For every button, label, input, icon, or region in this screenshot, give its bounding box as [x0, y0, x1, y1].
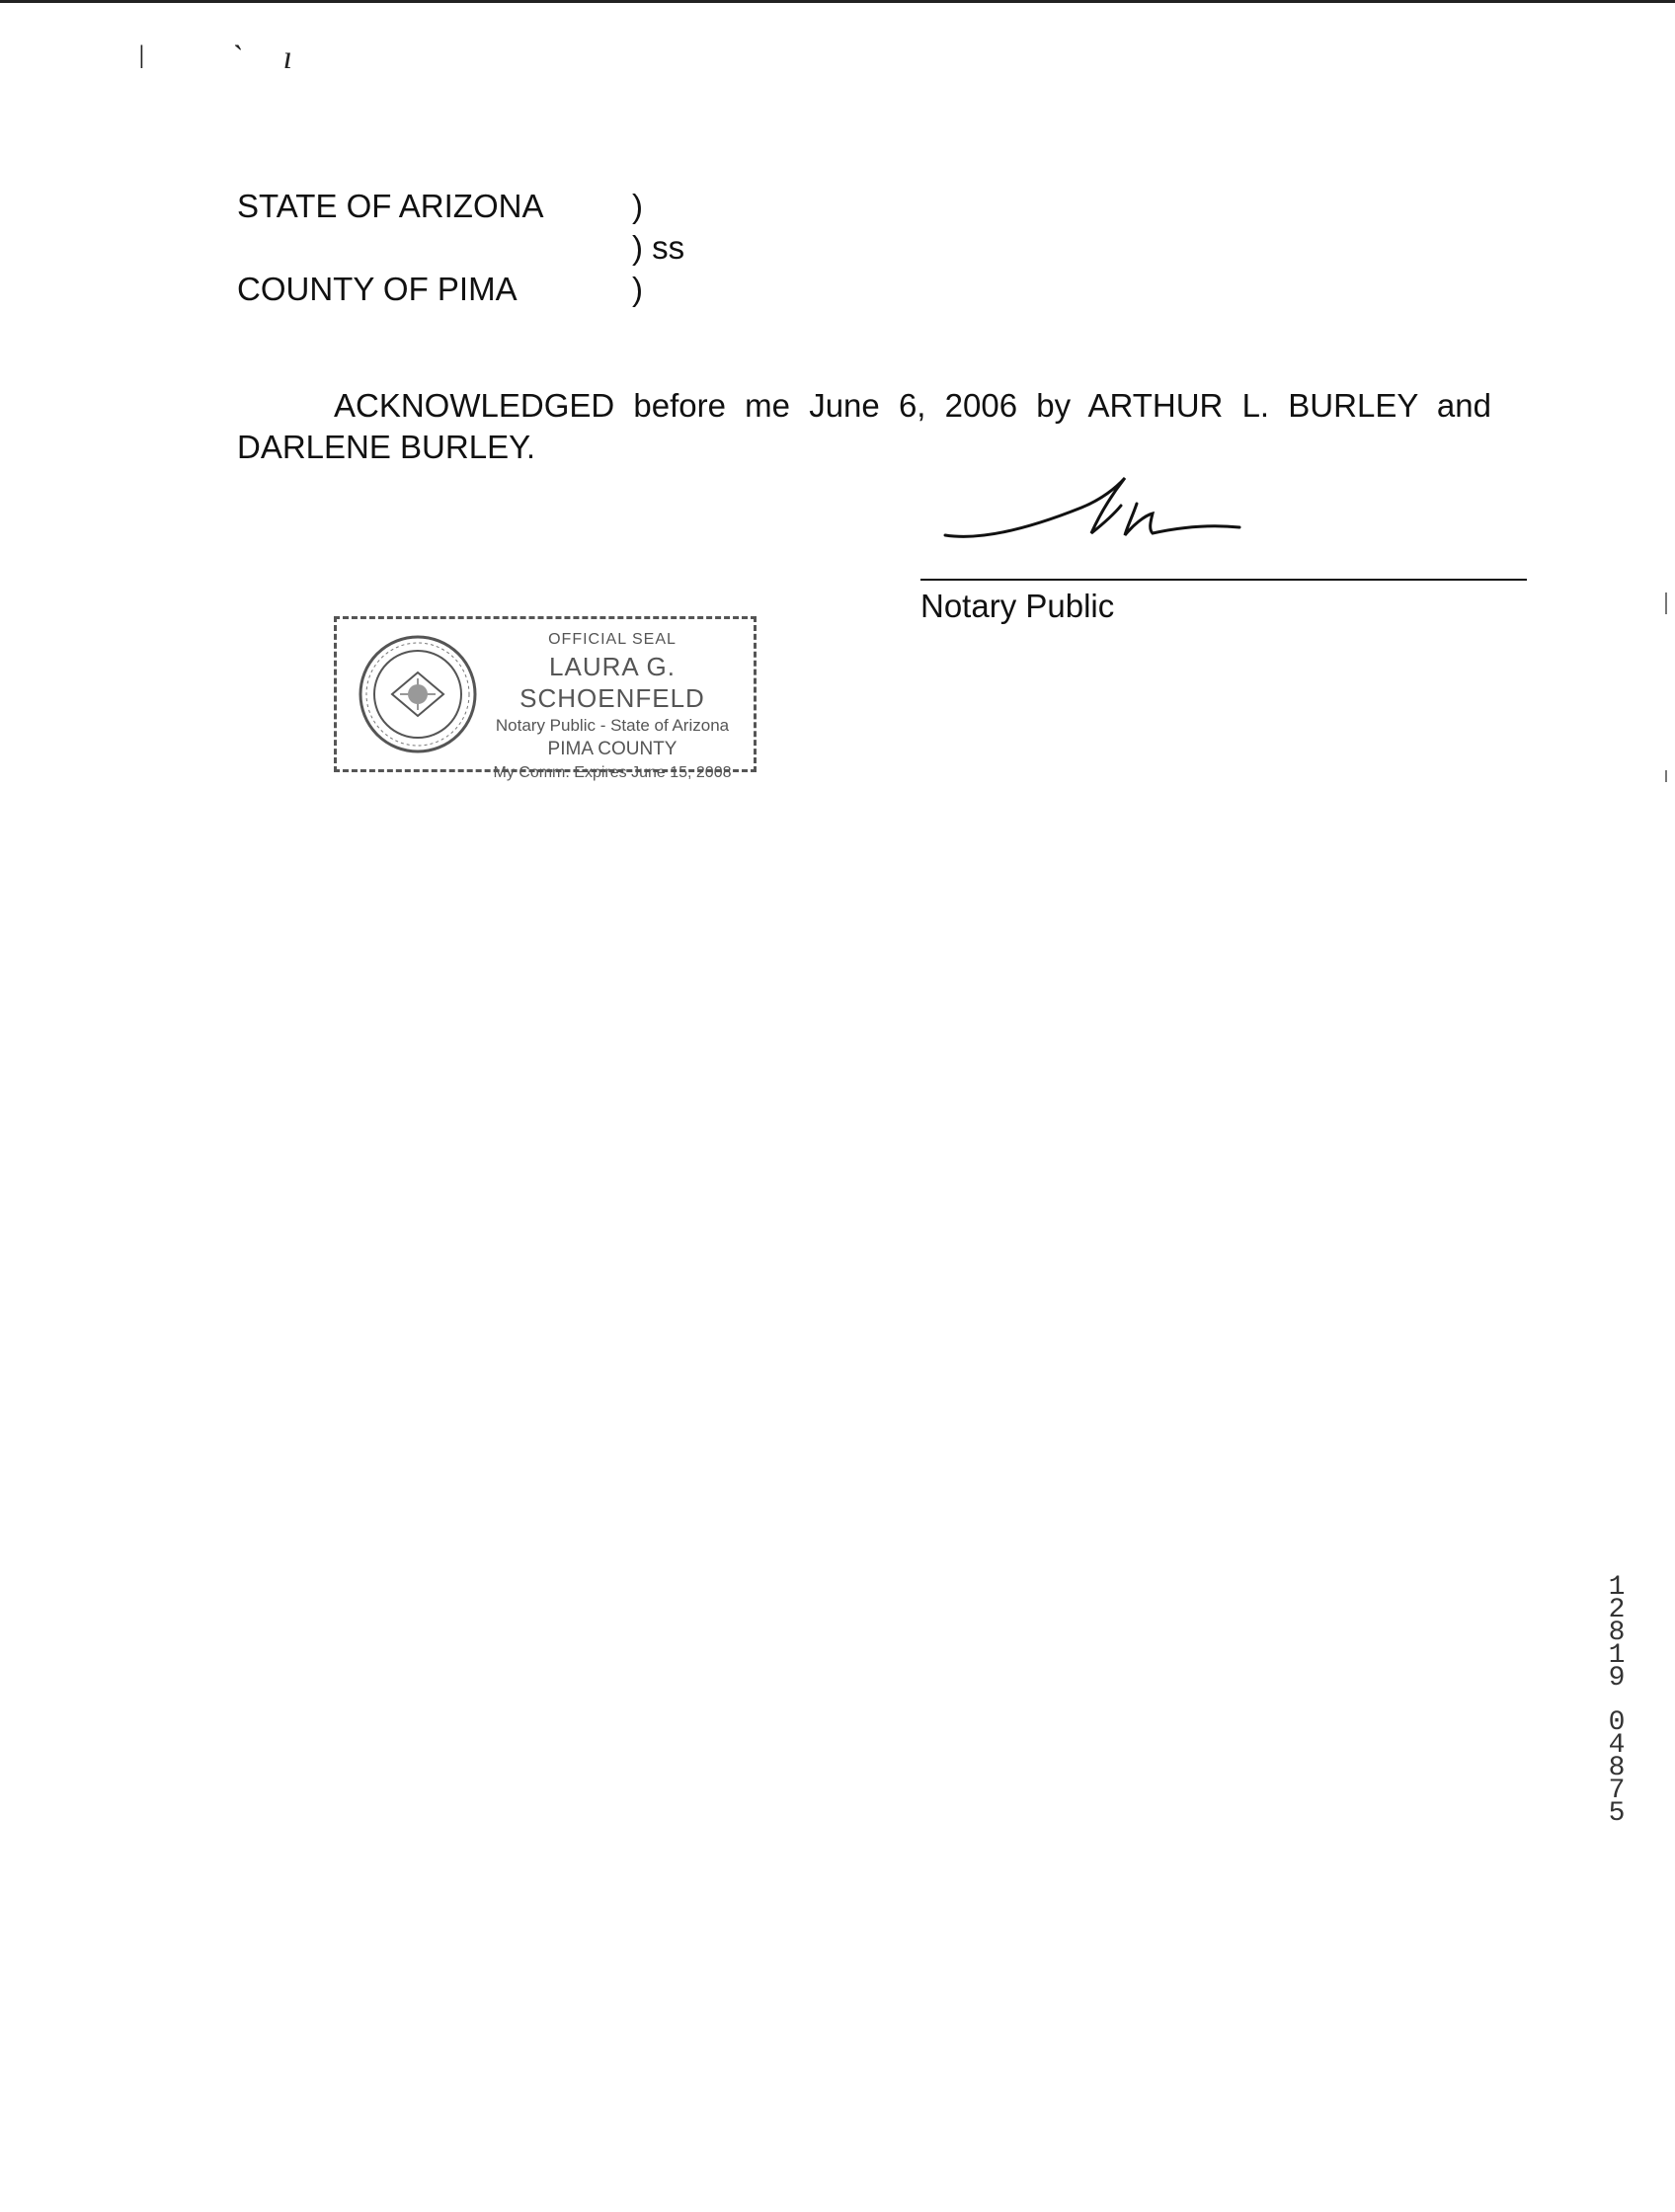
notary-signature	[943, 464, 1279, 573]
document-number-part2: 04875	[1608, 1707, 1626, 1829]
seal-commission: Notary Public - State of Arizona	[495, 716, 730, 735]
notary-seal-stamp	[334, 616, 757, 781]
scan-artifact-marks: ǀ ˋı	[138, 40, 333, 76]
venue-state-label: STATE OF ARIZONA	[237, 188, 544, 224]
document-number-part1: 12819	[1608, 1572, 1626, 1694]
seal-heading: OFFICIAL SEAL	[548, 631, 677, 648]
venue-ss-label: ) ss	[632, 229, 685, 266]
edge-scan-mark	[1665, 770, 1667, 782]
document-number-stamp	[1604, 1572, 1630, 1829]
venue-paren-bottom: )	[632, 271, 643, 307]
seal-expiration: My Comm. Expires June 15, 2008	[493, 764, 732, 781]
edge-scan-mark	[1665, 592, 1667, 614]
seal-text-block	[473, 629, 752, 785]
signature-line	[920, 579, 1527, 581]
state-seal-emblem-icon	[357, 633, 479, 755]
seal-notary-name: LAURA G. SCHOENFELD	[519, 652, 705, 713]
acknowledgment-paragraph: ACKNOWLEDGED before me June 6, 2006 by ARTHUR L. BURLEY and DARLENE BURLEY.	[237, 387, 1491, 465]
top-border-line	[0, 0, 1675, 3]
seal-county: PIMA COUNTY	[547, 739, 678, 759]
notary-public-label: Notary Public	[920, 588, 1115, 624]
venue-county-label: COUNTY OF PIMA	[237, 271, 518, 307]
venue-paren-top: )	[632, 188, 643, 224]
